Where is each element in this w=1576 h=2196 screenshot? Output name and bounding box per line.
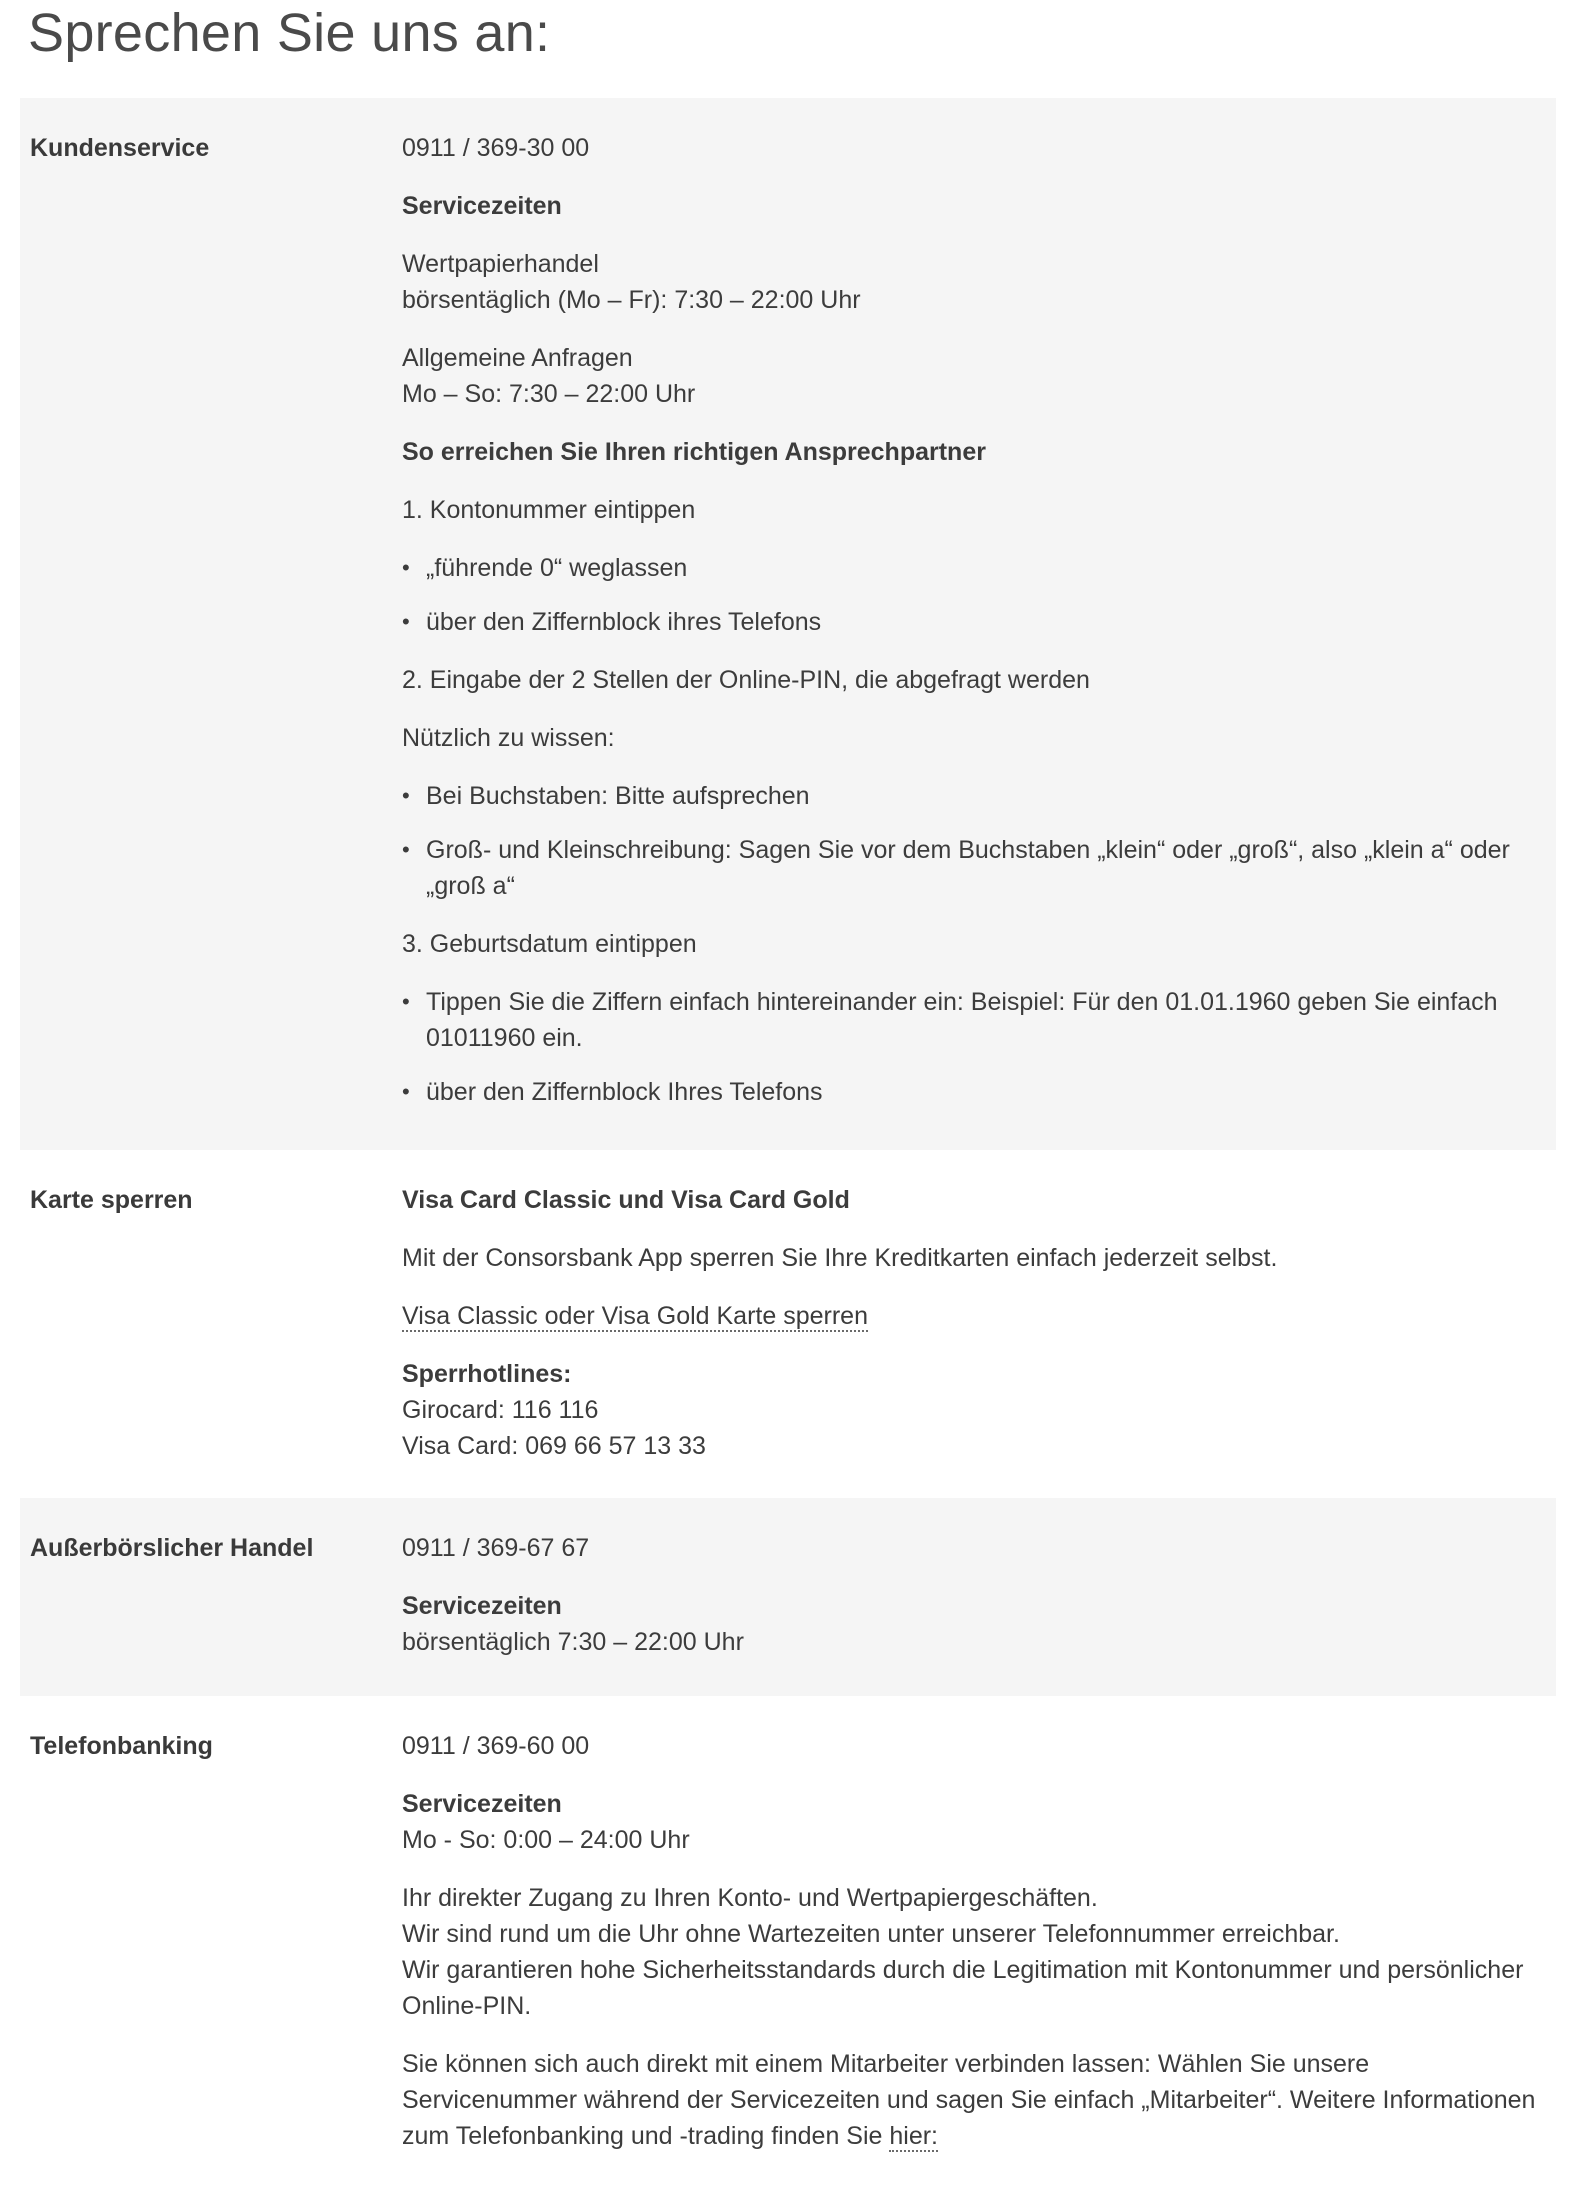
hotlines-block — [402, 1356, 1542, 1464]
phone-telefonbanking[interactable]: 0911 / 369-60 00 — [402, 1732, 590, 1760]
servicezeiten-block — [402, 1588, 1542, 1660]
list-item-text: „führende 0“ weglassen — [426, 554, 688, 582]
row-telefonbanking — [20, 1696, 1556, 2196]
description-line: Wir sind rund um die Uhr ohne Wartezeiten unter unserer Telefonnummer erreichbar. — [402, 1920, 1340, 1948]
contact-table — [20, 98, 1556, 2196]
list-item-text: Groß- und Kleinschreibung: Sagen Sie vor dem Buchstaben „klein“ oder „groß“, also „klein a“ oder „groß a“ — [426, 836, 1510, 900]
servicezeiten-hours: börsentäglich 7:30 – 22:00 Uhr — [402, 1628, 744, 1656]
list-item — [402, 778, 1542, 814]
servicezeiten-heading: Servicezeiten — [402, 1592, 562, 1620]
telefonbanking-description — [402, 1880, 1542, 2024]
servicezeiten-heading: Servicezeiten — [402, 1790, 562, 1818]
allgemein-hours: Mo – So: 7:30 – 22:00 Uhr — [402, 380, 696, 408]
label-kundenservice: Kundenservice — [30, 134, 210, 162]
step-2: 2. Eingabe der 2 Stellen der Online-PIN, die abgefragt werden — [402, 666, 1090, 694]
servicezeiten-heading: Servicezeiten — [402, 192, 562, 220]
label-ausserboerslich: Außerbörslicher Handel — [30, 1534, 314, 1562]
allgemein-block — [402, 340, 1542, 412]
list-item — [402, 832, 1542, 904]
page-title: Sprechen Sie uns an: — [28, 3, 551, 63]
bullet-icon: • — [402, 783, 410, 808]
wertpapierhandel-title: Wertpapierhandel — [402, 250, 599, 278]
row-kundenservice — [20, 98, 1556, 1150]
hier-link[interactable]: hier: — [889, 2122, 939, 2150]
servicezeiten-block — [402, 1786, 1542, 1858]
list-item — [402, 1074, 1542, 1110]
step-3: 3. Geburtsdatum eintippen — [402, 930, 697, 958]
bullet-icon: • — [402, 609, 410, 634]
bullet-icon: • — [402, 837, 410, 862]
mitarbeiter-paragraph — [402, 2046, 1542, 2154]
sperren-link-block — [402, 1298, 1542, 1334]
list-item — [402, 604, 1542, 640]
servicezeiten-hours: Mo - So: 0:00 – 24:00 Uhr — [402, 1826, 690, 1854]
app-text: Mit der Consorsbank App sperren Sie Ihre Kreditkarten einfach jederzeit selbst. — [402, 1244, 1278, 1272]
content-telefonbanking — [402, 1728, 1556, 2154]
description-line: Ihr direkter Zugang zu Ihren Konto- und Wertpapiergeschäften. — [402, 1884, 1098, 1912]
step-1: 1. Kontonummer eintippen — [402, 496, 696, 524]
content-ausserboerslich — [402, 1530, 1556, 1660]
visa-heading: Visa Card Classic und Visa Card Gold — [402, 1186, 850, 1214]
list-item-text: über den Ziffernblock Ihres Telefons — [426, 1078, 823, 1106]
list-item-text: Bei Buchstaben: Bitte aufsprechen — [426, 782, 810, 810]
ansprechpartner-heading: So erreichen Sie Ihren richtigen Ansprechpartner — [402, 438, 986, 466]
list-item-text: Tippen Sie die Ziffern einfach hintereinander ein: Beispiel: Für den 01.01.1960 geben Sie einfach 01011960 ein. — [426, 988, 1498, 1052]
description-line: Wir garantieren hohe Sicherheitsstandards durch die Legitimation mit Kontonummer und persönlicher Online-PIN. — [402, 1956, 1524, 2020]
mitarbeiter-text: Sie können sich auch direkt mit einem Mitarbeiter verbinden lassen: Wählen Sie unsere Servicenummer während der Servicezeiten und sagen Sie einfach „Mitarbeiter“. Weitere Informationen zum Telefonbanking und -trading finden Sie — [402, 2050, 1536, 2150]
row-karte-sperren — [20, 1150, 1556, 1498]
list-item — [402, 984, 1542, 1056]
visa-sperren-link[interactable]: Visa Classic oder Visa Gold Karte sperren — [402, 1302, 868, 1330]
bullet-icon: • — [402, 1079, 410, 1104]
allgemein-title: Allgemeine Anfragen — [402, 344, 633, 372]
bullet-icon: • — [402, 555, 410, 580]
hint-heading: Nützlich zu wissen: — [402, 724, 615, 752]
visa-hotline[interactable]: Visa Card: 069 66 57 13 33 — [402, 1432, 706, 1460]
label-karte-sperren: Karte sperren — [30, 1186, 193, 1214]
label-telefonbanking: Telefonbanking — [30, 1732, 213, 1760]
girocard-hotline[interactable]: Girocard: 116 116 — [402, 1396, 599, 1424]
wertpapierhandel-block — [402, 246, 1542, 318]
phone-ausserboerslich[interactable]: 0911 / 369-67 67 — [402, 1534, 590, 1562]
phone-kundenservice[interactable]: 0911 / 369-30 00 — [402, 134, 590, 162]
wertpapierhandel-hours: börsentäglich (Mo – Fr): 7:30 – 22:00 Uhr — [402, 286, 861, 314]
hotlines-heading: Sperrhotlines: — [402, 1360, 572, 1388]
bullet-icon: • — [402, 989, 410, 1014]
row-ausserboerslich — [20, 1498, 1556, 1696]
content-karte-sperren — [402, 1182, 1556, 1464]
list-item-text: über den Ziffernblock ihres Telefons — [426, 608, 822, 636]
content-kundenservice — [402, 130, 1556, 1110]
list-item — [402, 550, 1542, 586]
